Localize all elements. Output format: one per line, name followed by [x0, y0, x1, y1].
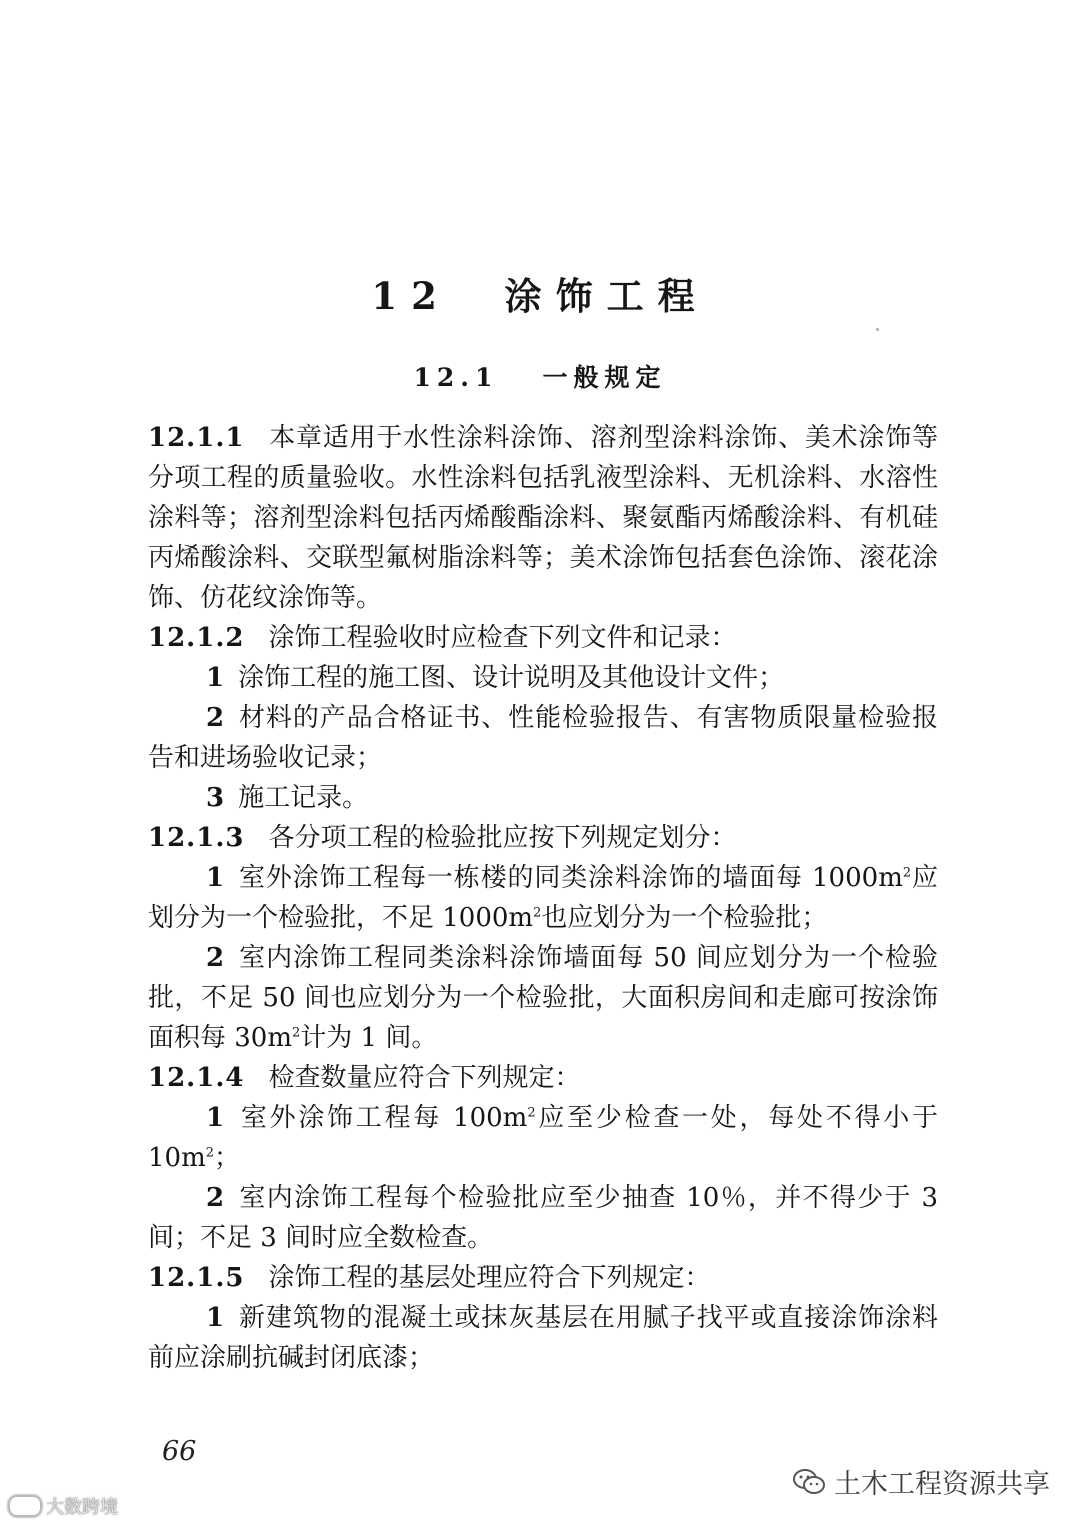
clause-12-1-5-item-1 — [148, 1298, 938, 1378]
superscript: 2 — [205, 1145, 215, 1161]
clause-12-1-5 — [148, 1258, 938, 1298]
chapter-title — [0, 266, 1080, 320]
body-text — [148, 418, 938, 1378]
clause-12-1-2-item-2 — [148, 698, 938, 778]
watermark-left-text: 大数跨境 — [46, 1497, 118, 1518]
item-text: 施工记录。 — [238, 783, 369, 813]
clause-12-1-2-item-3 — [148, 778, 938, 818]
item-number: 2 — [206, 703, 225, 733]
item-text: 应划分为一个检验批，不足 1000m — [148, 863, 938, 933]
clause-text: 涂饰工程验收时应检查下列文件和记录： — [268, 623, 737, 653]
item-text: 应至少检查一处，每处不得小于 10m — [148, 1103, 938, 1173]
item-text: 室内涂饰工程每个检验批应至少抽查 10％，并不得少于 3 间；不足 3 间时应全数检查。 — [148, 1183, 938, 1253]
item-number: 1 — [206, 663, 225, 693]
page-number: 66 — [162, 1436, 197, 1467]
watermark-left — [8, 1493, 118, 1519]
section-name: 一般规定 — [542, 363, 667, 392]
item-text: 涂饰工程的施工图、设计说明及其他设计文件； — [238, 663, 785, 693]
item-text: 室内涂饰工程同类涂料涂饰墙面每 50 间应划分为一个检验批，不足 50 间也应划分为一个检验批，大面积房间和走廊可按涂饰面积每 30m — [148, 943, 938, 1053]
clause-number: 12.1.5 — [148, 1263, 245, 1293]
clause-12-1-3-item-2 — [148, 938, 938, 1058]
clause-number: 12.1.4 — [148, 1063, 245, 1093]
section-number: 12.1 — [413, 363, 499, 392]
clause-12-1-3 — [148, 818, 938, 858]
item-number: 2 — [206, 1183, 225, 1213]
clause-12-1-2-item-1 — [148, 658, 938, 698]
item-number: 1 — [206, 863, 225, 893]
item-number: 1 — [206, 1103, 225, 1133]
item-text: ； — [214, 1143, 241, 1173]
clause-text: 涂饰工程的基层处理应符合下列规定： — [268, 1263, 711, 1293]
superscript: 2 — [533, 905, 542, 921]
clause-text: 各分项工程的检验批应按下列规定划分： — [268, 823, 737, 853]
item-text: 计为 1 间。 — [300, 1023, 438, 1053]
scan-speck — [876, 328, 879, 331]
clause-12-1-3-item-1 — [148, 858, 938, 938]
clause-number: 12.1.2 — [148, 623, 245, 653]
clause-text: 本章适用于水性涂料涂饰、溶剂型涂料涂饰、美术涂饰等分项工程的质量验收。水性涂料包括乳液型涂料、无机涂料、水溶性涂料等；溶剂型涂料包括丙烯酸酯涂料、聚氨酯丙烯酸涂料、有机硅丙烯酸涂料、交联型氟树脂涂料等；美术涂饰包括套色涂饰、滚花涂饰、仿花纹涂饰等。 — [148, 423, 938, 613]
item-number: 2 — [206, 943, 225, 973]
superscript: 2 — [902, 865, 912, 881]
chapter-number: 12 — [371, 274, 451, 318]
item-text: 室外涂饰工程每一栋楼的同类涂料涂饰的墙面每 1000m — [238, 863, 903, 893]
item-text: 材料的产品合格证书、性能检验报告、有害物质限量检验报告和进场验收记录； — [148, 703, 938, 773]
clause-12-1-1 — [148, 418, 938, 618]
watermark-right — [792, 1462, 1050, 1501]
item-number: 1 — [206, 1303, 225, 1333]
item-text: 室外涂饰工程每 100m — [238, 1103, 528, 1133]
item-text: 也应划分为一个检验批； — [541, 903, 828, 933]
clause-number: 12.1.1 — [148, 423, 245, 453]
watermark-right-text: 土木工程资源共享 — [834, 1469, 1050, 1500]
clause-12-1-4-item-2 — [148, 1178, 938, 1258]
item-number: 3 — [206, 783, 225, 813]
chapter-name: 涂饰工程 — [504, 274, 709, 318]
clause-12-1-4-item-1 — [148, 1098, 938, 1178]
wechat-icon — [792, 1467, 826, 1497]
section-title — [0, 358, 1080, 394]
clause-12-1-2 — [148, 618, 938, 658]
clause-text: 检查数量应符合下列规定： — [268, 1063, 581, 1093]
item-text: 新建筑物的混凝土或抹灰基层在用腻子找平或直接涂饰涂料前应涂刷抗碱封闭底漆； — [148, 1303, 938, 1373]
superscript: 2 — [292, 1025, 301, 1041]
superscript: 2 — [527, 1105, 536, 1121]
clause-12-1-4 — [148, 1058, 938, 1098]
logo-icon — [8, 1495, 42, 1517]
clause-number: 12.1.3 — [148, 823, 245, 853]
